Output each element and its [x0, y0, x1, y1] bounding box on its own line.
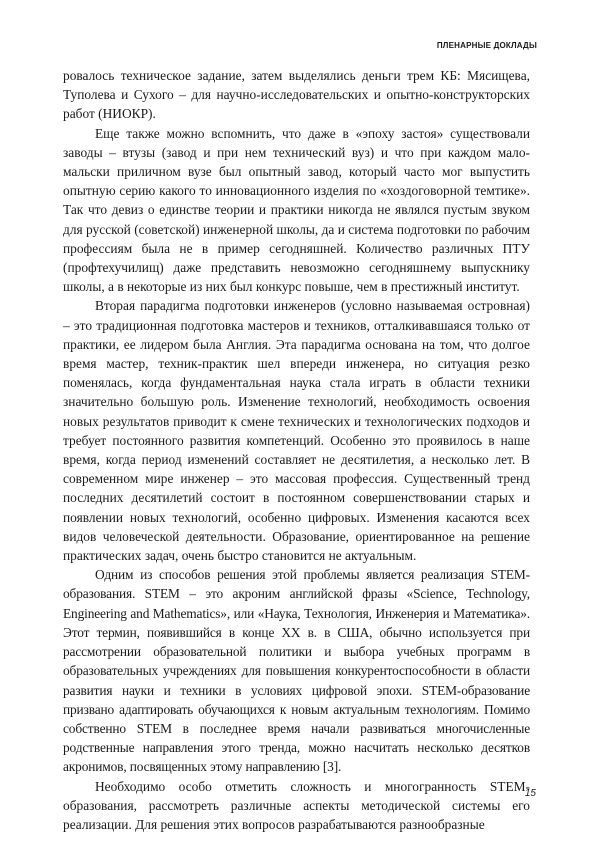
- article-body: [63, 66, 530, 834]
- running-header: ПЛЕНАРНЫЕ ДОКЛАДЫ: [436, 41, 537, 50]
- paragraph-continuation: ровалось техническое задание, затем выделялись деньги трем КБ: Мясищева, Туполева и Сухого – для научно-исследовательских и опытно-конструкторских работ (НИОКР).: [63, 68, 530, 122]
- paragraph-stem-complexity: Необходимо особо отметить сложность и многогранность STEM-образования, рассмотреть различные аспекты методической системы его реализации. Для решения этих вопросов разрабатываются разнообразные: [63, 778, 530, 832]
- page-number: 15: [524, 788, 536, 799]
- paragraph-island-paradigm: Вторая парадигма подготовки инженеров (условно называемая островная) – это традиционная подготовка мастеров и техников, отталкивавшаяся только от практики, ее лидером была Англия. Эта парадигма основана на том, что долгое время мастер, техник-практик шел впереди инженера, но ситуация резко поменялась, когда фундаментальная наука стала играть в области техники значительно большую роль. Изменение технологий, необходимость освоения новых результатов приводит к смене технических и технологических подходов и требует постоянного развития компетенций. Особенно это проявилось в наше время, когда период изменений составляет не десятилетия, а несколько лет. В современном мире инженер – это массовая профессия. Существенный тренд последних десятилетий состоит в постоянном совершенствовании старых и появлении новых технологий, особенно цифровых. Изменения касаются всех видов человеческой деятельности. Образование, ориентированное на решение практических задач, очень быстро становится не актуальным.: [63, 298, 530, 564]
- paragraph-stem-definition: Одним из способов решения этой проблемы является реализация STEM-образования. STEM – это акроним английской фразы «Science, Technology, Engineering and Mathematics», или «Наука, Технология, Инженерия и Математика». Этот термин, появившийся в конце XX в. в США, обычно используется при рассмотрении образовательной политики и выбора учебных программ в образовательных учреждениях для повышения конкурентоспособности в области развития науки и техники в условиях цифровой эпохи. STEM-образование призвано адаптировать обучающихся к новым актуальным технологиям. Помимо собственно STEM в последнее время начали развиваться многочисленные родственные направления этого тренда, можно насчитать несколько десятков акронимов, посвященных этому направлению [3].: [63, 567, 530, 775]
- paragraph-soviet-engineering: Еще также можно вспомнить, что даже в «эпоху застоя» существовали заводы – втузы (завод и при нем технический вуз) и что при каждом мало-мальски приличном вузе был опытный завод, который часто мог выпустить опытную серию какого то инновационного изделия по «хоздоговорной темтике». Так что девиз о единстве теории и практики никогда не являлся пустым звуком для русской (советской) инженерной школы, да и система подготовки по рабочим профессиям была не в пример сегодняшней. Количество различных ПТУ (профтехучилищ) даже представить невозможно сегодняшнему выпускнику школы, а в некоторые из них был конкурс повыше, чем в престижный институт.: [63, 125, 530, 295]
